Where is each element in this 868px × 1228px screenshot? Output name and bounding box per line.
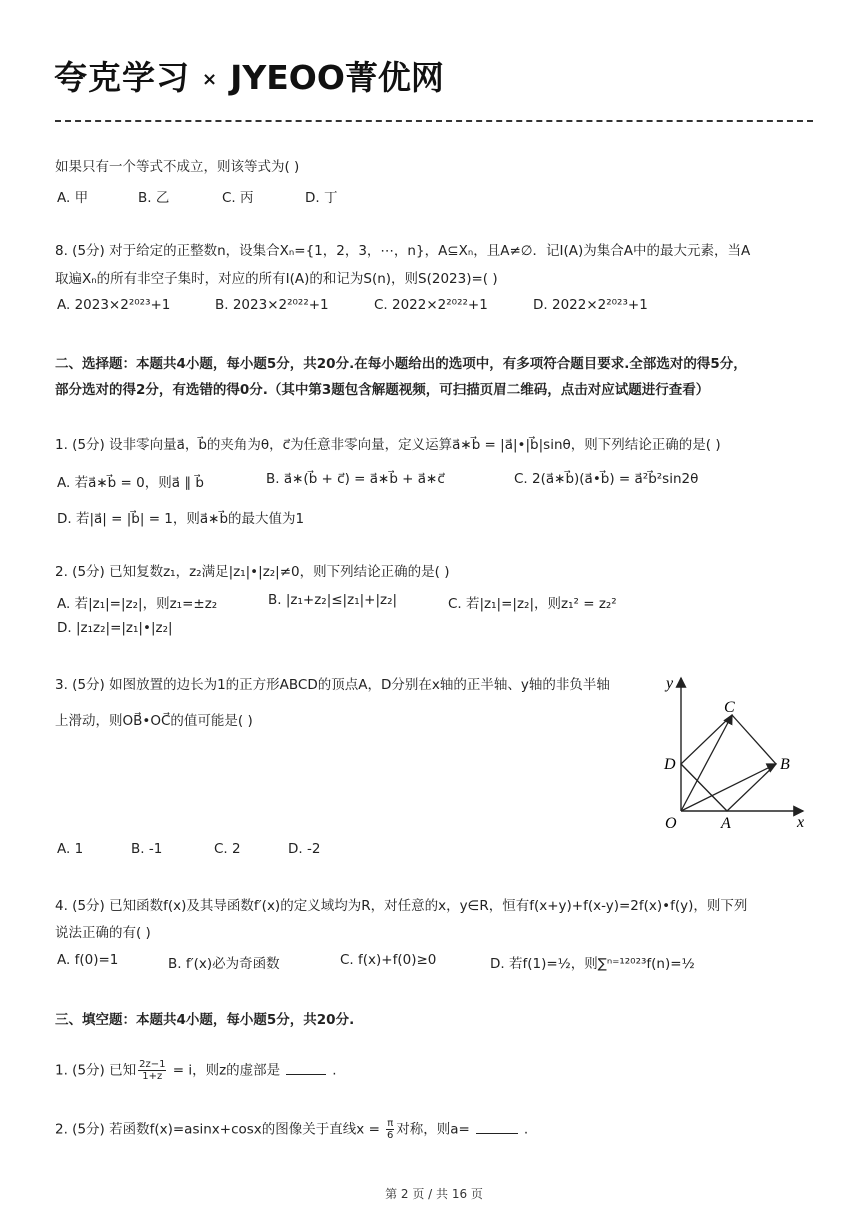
label-x: x: [797, 814, 805, 831]
m3-option-a: A. 1: [57, 841, 84, 857]
m1-option-c: C. 2(a⃗∗b⃗)(a⃗•b⃗) = a⃗²b⃗²sin2θ: [514, 471, 699, 487]
m4-stem-line1: 4. (5分) 已知函数f(x)及其导函数f′(x)的定义域均为R，对任意的x，y∈R，恒有f(x+y)+f(x-y)=2f(x)•f(y)，则下列: [55, 898, 748, 914]
m1-option-b: B. a⃗∗(b⃗ + c⃗) = a⃗∗b⃗ + a⃗∗c⃗: [266, 471, 445, 487]
m2-option-b: B. |z₁+z₂|≤|z₁|+|z₂|: [268, 592, 398, 608]
label-y: y: [666, 675, 674, 692]
f2-suffix: 对称，则a=: [396, 1121, 470, 1138]
vector-oc: [681, 715, 732, 811]
f1-prefix: 1. (5分) 已知: [55, 1062, 137, 1079]
m4-option-d: D. 若f(1)=½，则∑ⁿ⁼¹²⁰²³f(n)=½: [490, 956, 695, 972]
label-o: O: [665, 815, 677, 832]
f2-prefix: 2. (5分) 若函数f(x)=asinx+cosx的图像关于直线x =: [55, 1121, 385, 1138]
m1-option-d: D. 若|a⃗| = |b⃗| = 1，则a⃗∗b⃗的最大值为1: [57, 511, 305, 527]
intro-option-d: D. 丁: [305, 190, 338, 206]
section2-heading-line1: 二、选择题：本题共4小题，每小题5分，共20分.在每小题给出的选项中，有多项符合题目要求.全部选对的得5分，: [55, 356, 747, 372]
f2-frac-den: 6: [387, 1130, 394, 1141]
intro-option-b: B. 乙: [138, 190, 170, 206]
side-da: [681, 764, 727, 811]
m2-option-a: A. 若|z₁|=|z₂|，则z₁=±z₂: [57, 596, 218, 612]
label-b: B: [780, 756, 790, 773]
m4-option-a: A. f(0)=1: [57, 952, 119, 968]
q8-line1: 8. (5分) 对于给定的正整数n，设集合Xₙ={1，2，3，⋯，n}，A⊆Xₙ，且A≠∅．记I(A)为集合A中的最大元素，当A: [55, 243, 751, 259]
m2-option-c: C. 若|z₁|=|z₂|，则z₁² = z₂²: [448, 596, 617, 612]
m3-option-c: C. 2: [214, 841, 241, 857]
f2-frac-num: π: [387, 1118, 394, 1129]
q8-option-d: D. 2022×2²⁰²³+1: [533, 297, 648, 313]
f2-fraction: [386, 1118, 394, 1141]
f2-stem: [55, 1118, 528, 1141]
f1-suffix: = i，则z的虚部是: [168, 1062, 281, 1079]
page-footer: 第 2 页 / 共 16 页: [385, 1187, 483, 1201]
square-figure: [652, 668, 820, 838]
q8-option-c: C. 2022×2²⁰²²+1: [374, 297, 488, 313]
label-a: A: [721, 815, 731, 832]
section2-heading-line2: 部分选对的得2分，有选错的得0分.（其中第3题包含解题视频，可扫描页眉二维码，点击对应试题进行查看）: [55, 382, 710, 398]
m1-option-a: A. 若a⃗∗b⃗ = 0，则a⃗ ∥ b⃗: [57, 475, 204, 491]
m3-option-b: B. -1: [131, 841, 163, 857]
vector-ob: [681, 764, 776, 811]
m2-option-d: D. |z₁z₂|=|z₁|•|z₂|: [57, 620, 173, 636]
m4-stem-line2: 说法正确的有( ): [55, 925, 151, 941]
m3-option-d: D. -2: [288, 841, 321, 857]
label-d: D: [664, 756, 676, 773]
header-divider: [55, 120, 813, 122]
logo-right: JYEOO菁优网: [230, 58, 444, 97]
intro-text: 如果只有一个等式不成立，则该等式为( ): [55, 159, 300, 175]
logo-separator: ×: [202, 69, 219, 90]
m2-stem: 2. (5分) 已知复数z₁，z₂满足|z₁|•|z₂|≠0，则下列结论正确的是( ): [55, 564, 450, 580]
f2-answer-blank[interactable]: [476, 1133, 518, 1134]
intro-option-a: A. 甲: [57, 190, 89, 206]
f1-end: .: [332, 1062, 337, 1079]
logo: [54, 52, 444, 99]
q8-option-b: B. 2023×2²⁰²²+1: [215, 297, 329, 313]
f1-stem: [55, 1059, 336, 1082]
q8-option-a: A. 2023×2²⁰²³+1: [57, 297, 171, 313]
section3-heading: 三、填空题：本题共4小题，每小题5分，共20分.: [55, 1012, 355, 1028]
label-c: C: [724, 699, 735, 716]
intro-option-c: C. 丙: [222, 190, 254, 206]
m1-stem: 1. (5分) 设非零向量a⃗，b⃗的夹角为θ，c⃗为任意非零向量，定义运算a⃗∗b⃗ = |a⃗|•|b⃗|sinθ，则下列结论正确的是( ): [55, 437, 721, 453]
f2-end: .: [523, 1121, 529, 1138]
logo-left: 夸克学习: [54, 58, 190, 97]
f1-frac-den: 1+z: [142, 1071, 163, 1082]
f1-frac-num: 2z−1: [139, 1059, 166, 1070]
m4-option-c: C. f(x)+f(0)≥0: [340, 952, 437, 968]
m3-stem-line2: 上滑动，则OB⃗•OC⃗的值可能是( ): [55, 713, 253, 729]
q8-line2: 取遍Xₙ的所有非空子集时，对应的所有I(A)的和记为S(n)，则S(2023)=( ): [55, 271, 498, 287]
f1-answer-blank[interactable]: [286, 1074, 326, 1075]
m4-option-b: B. f′(x)必为奇函数: [168, 956, 280, 972]
m3-stem-line1: 3. (5分) 如图放置的边长为1的正方形ABCD的顶点A，D分别在x轴的正半轴、y轴的非负半轴: [55, 677, 610, 693]
f1-fraction: [138, 1059, 166, 1082]
square-abcd: [681, 715, 776, 811]
